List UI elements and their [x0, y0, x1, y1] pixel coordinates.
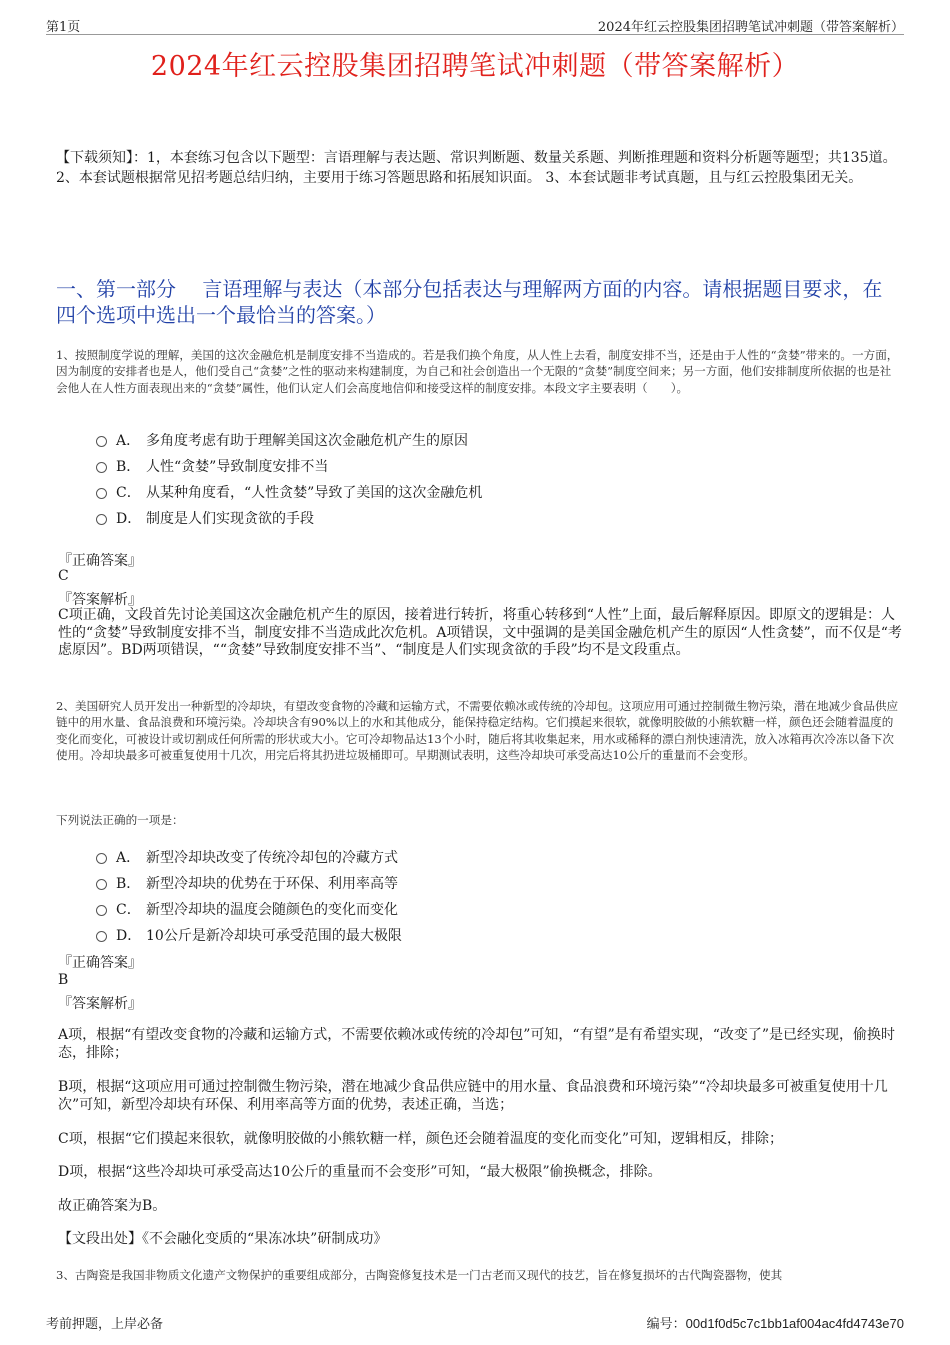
q2-conclusion: 故正确答案为B。 [58, 1198, 167, 1214]
option-letter: A． [116, 850, 141, 866]
page-number: 第1页 [46, 20, 81, 35]
option-letter: D． [116, 511, 142, 527]
option-text: 人性“贪婪”导致制度安排不当 [146, 459, 329, 475]
question-3-stem: 3、古陶瓷是我国非物质文化遗产文物保护的重要组成部分，古陶瓷修复技术是一门古老而又现代的技艺，旨在修复损坏的古代陶瓷器物，使其 [56, 1268, 783, 1282]
radio-icon[interactable] [96, 514, 107, 525]
q2-answer: B [58, 972, 69, 988]
radio-icon[interactable] [96, 905, 107, 916]
q1-option-a[interactable] [96, 430, 468, 450]
option-text: 新型冷却块的温度会随颜色的变化而变化 [146, 902, 398, 918]
radio-icon[interactable] [96, 879, 107, 890]
page-footer [46, 1311, 904, 1331]
q1-answer-label: 『正确答案』 [58, 553, 142, 569]
question-2-prompt: 下列说法正确的一项是： [56, 813, 184, 827]
option-letter: A． [116, 433, 141, 449]
document-title: 2024年红云控股集团招聘笔试冲刺题（带答案解析） [150, 51, 800, 82]
q2-analysis-d: D项，根据“这些冷却块可承受高达10公斤的重量而不会变形”可知，“最大极限”偷换概念，排除。 [58, 1164, 662, 1180]
radio-icon[interactable] [96, 462, 107, 473]
radio-icon[interactable] [96, 931, 107, 942]
q1-option-c[interactable] [96, 482, 482, 502]
download-notice: 【下载须知】：1，本套练习包含以下题型：言语理解与表达题、常识判断题、数量关系题、判断推理题和资料分析题等题型；共135道。 2、本套试题根据常见招考题总结归纳，主要用于练习答题思路和拓展知识面。 3、本套试题非考试真题，且与红云控股集团无关。 [56, 150, 897, 186]
q1-analysis-label: 『答案解析』 [58, 592, 142, 608]
section-heading: 一、第一部分 言语理解与表达（本部分包括表达与理解两方面的内容。请根据题目要求，在四个选项中选出一个最恰当的答案。） [56, 277, 883, 327]
option-letter: B． [116, 876, 141, 892]
q1-answer: C [58, 568, 69, 584]
q1-analysis: C项正确，文段首先讨论美国这次金融危机产生的原因，接着进行转折，将重心转移到“人性”上面，最后解释原因。即原文的逻辑是：人性的“贪婪”导致制度安排不当，制度安排不当造成此次危机。A项错误，文中强调的是美国金融危机产生的原因“人性贪婪”，而不仅是“考虑原因”。BD两项错误，““贪婪”导致制度安排不当”、“制度是人们实现贪欲的手段”均不是文段重点。 [58, 607, 902, 658]
q2-answer-label: 『正确答案』 [58, 955, 142, 971]
option-text: 多角度考虑有助于理解美国这次金融危机产生的原因 [146, 433, 468, 449]
question-1-stem: 1、按照制度学说的理解，美国的这次金融危机是制度安排不当造成的。若是我们换个角度，从人性上去看，制度安排不当，还是由于人性的“贪婪”带来的。一方面，因为制度的安排者也是人，他们受自己“贪婪”之性的驱动来构建制度，为自己和社会创造出一个无限的“贪婪”制度空间来；另一方面，他们安排制度所依据的也是社会他人在人性方面表现出来的“贪婪”属性，他们认定人们会高度地信仰和接受这样的制度安排。本段文字主要表明（ ）。 [56, 348, 899, 395]
footer-code-value: 00d1f0d5c7c1bb1af004ac4fd4743e70 [685, 1316, 904, 1331]
footer-slogan: 考前押题，上岸必备 [46, 1317, 164, 1332]
radio-icon[interactable] [96, 853, 107, 864]
option-letter: B． [116, 459, 141, 475]
q2-option-b[interactable] [96, 873, 398, 893]
q1-option-b[interactable] [96, 456, 328, 476]
option-text: 从某种角度看，“人性贪婪”导致了美国的这次金融危机 [146, 485, 483, 501]
q2-analysis-label: 『答案解析』 [58, 996, 142, 1012]
q2-option-c[interactable] [96, 899, 398, 919]
q2-analysis-c: C项，根据“它们摸起来很软，就像明胶做的小熊软糖一样，颜色还会随着温度的变化而变化”可知，逻辑相反，排除； [58, 1131, 784, 1147]
radio-icon[interactable] [96, 488, 107, 499]
option-letter: D． [116, 928, 142, 944]
q2-analysis-a: A项，根据“有望改变食物的冷藏和运输方式，不需要依赖冰或传统的冷却包”可知，“有望”是有希望实现，“改变了”是已经实现，偷换时态，排除； [58, 1027, 896, 1061]
option-text: 制度是人们实现贪欲的手段 [146, 511, 314, 527]
radio-icon[interactable] [96, 436, 107, 447]
header-doc-title: 2024年红云控股集团招聘笔试冲刺题（带答案解析） [597, 20, 904, 35]
q2-analysis-b: B项，根据“这项应用可通过控制微生物污染，潜在地减少食品供应链中的用水量、食品浪费和环境污染”“冷却块最多可被重复使用十几次”可知，新型冷却块有环保、利用率高等方面的优势，表述正确，当选； [58, 1079, 888, 1113]
option-text: 新型冷却块的优势在于环保、利用率高等 [146, 876, 398, 892]
q2-option-d[interactable] [96, 925, 402, 945]
q1-option-d[interactable] [96, 508, 314, 528]
option-letter: C． [116, 485, 141, 501]
option-letter: C． [116, 902, 141, 918]
q2-source: 【文段出处】《不会融化变质的“果冻冰块”研制成功》 [58, 1231, 388, 1247]
option-text: 新型冷却块改变了传统冷却包的冷藏方式 [146, 850, 398, 866]
q2-option-a[interactable] [96, 847, 398, 867]
footer-code [647, 1313, 904, 1332]
option-text: 10公斤是新冷却块可承受范围的最大极限 [146, 928, 402, 944]
page-header [46, 14, 904, 35]
footer-code-label: 编号： [646, 1317, 686, 1332]
question-2-stem: 2、美国研究人员开发出一种新型的冷却块，有望改变食物的冷藏和运输方式，不需要依赖冰或传统的冷却包。这项应用可通过控制微生物污染，潜在地减少食品供应链中的用水量、食品浪费和环境污染。冷却块含有90%以上的水和其他成分，能保持稳定结构。它们摸起来很软，就像明胶做的小熊软糖一样，颜色还会随着温度的变化而变化，可被设计或切割成任何所需的形状或大小。它可冷却物品达13个小时，随后将其收集起来，用水或稀释的漂白剂快速清洗，放入冰箱再次冷冻以备下次使用。冷却块最多可被重复使用十几次，用完后将其扔进垃圾桶即可。早期测试表明，这些冷却块可承受高达10公斤的重量而不会变形。 [56, 699, 899, 763]
